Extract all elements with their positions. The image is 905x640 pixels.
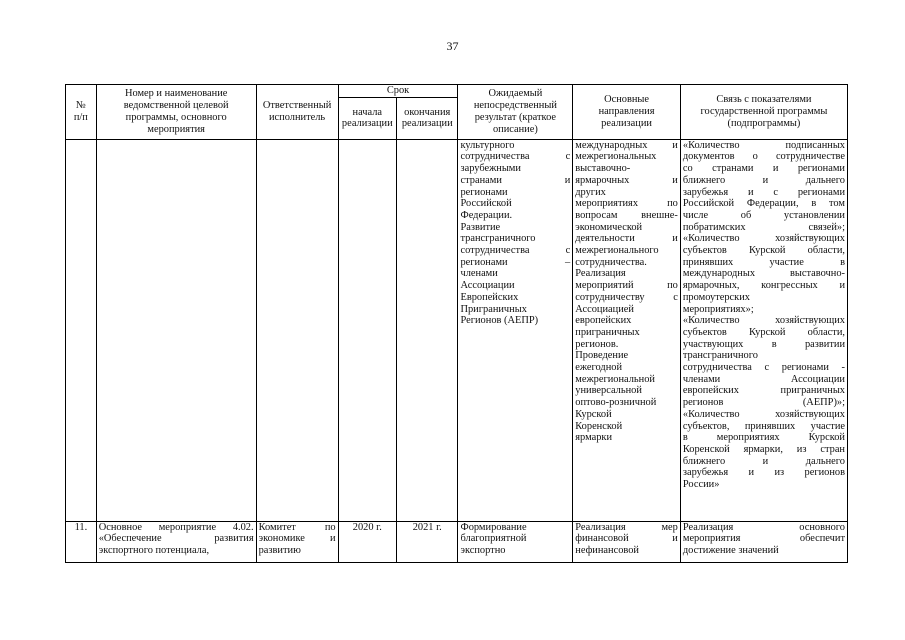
cell-text-line: сотрудничества с xyxy=(460,151,571,163)
table-row xyxy=(66,521,848,562)
table-row xyxy=(66,139,848,521)
cell-text-line: Российской xyxy=(460,198,512,210)
cell-text-line: Регионов (АЕПР) xyxy=(460,315,539,327)
header-start: начала реализации xyxy=(338,97,396,139)
header-directions: Основные направления реализации xyxy=(573,85,681,140)
cell-text-line: культурного xyxy=(460,139,515,151)
cell-text-line: членами xyxy=(460,268,498,280)
cell-text-line: регионами xyxy=(460,186,508,198)
cell-text-line: выставочно- xyxy=(575,163,631,175)
cont-end-cell xyxy=(397,139,458,521)
cell-text-line: Формирование xyxy=(460,521,527,533)
cell-text-line: «Обеспечение развития xyxy=(98,533,254,545)
cell-text-line: Комитет по xyxy=(258,521,336,533)
cell-text-line: Коренской xyxy=(575,420,623,432)
cell-text-line: зарубежья и из регионов xyxy=(682,467,845,479)
cell-text-line: экспортно xyxy=(460,545,506,557)
row11-name xyxy=(96,521,256,562)
cell-text-line: со странами и регионами xyxy=(682,163,845,175)
cell-text-line: побратимских связей»; xyxy=(682,221,845,233)
cell-text-line: Реализация основного xyxy=(682,521,845,533)
cell-text-line: Курской xyxy=(575,408,612,420)
cell-text-line: числе об установлении xyxy=(682,209,845,221)
cell-text-line: межрегиональной xyxy=(575,373,655,385)
cell-text-line: межрегионального xyxy=(575,245,659,257)
cell-text-line: ближнего и дальнего xyxy=(682,455,845,467)
cell-text-line: экономике и xyxy=(258,533,336,545)
cell-text-line: Коренской ярмарки, из стран xyxy=(682,443,845,455)
cell-text-line: деятельности и xyxy=(575,233,678,245)
cell-text-line: трансграничного xyxy=(460,233,536,245)
cell-text-line: Ассоциации xyxy=(460,280,515,292)
cont-name-cell xyxy=(96,139,256,521)
cell-text-line: международных и xyxy=(575,139,678,151)
cell-text-line: зарубежными xyxy=(460,163,521,175)
cell-text-line: Проведение xyxy=(575,350,629,362)
cont-directions-cell xyxy=(573,139,681,521)
cell-text-line: нефинансовой xyxy=(575,545,639,557)
cell-text-line: благоприятной xyxy=(460,533,527,545)
cell-text-line: вопросам внешне- xyxy=(575,209,678,221)
cell-text-line: ярмарки xyxy=(575,432,613,444)
cell-text-line: экономической xyxy=(575,221,643,233)
cell-text-line: «Количество хозяйствующих xyxy=(682,315,845,327)
cont-result-cell xyxy=(458,139,573,521)
cell-text-line: субъектов Курской области, xyxy=(682,326,845,338)
cell-text-line: универсальной xyxy=(575,385,642,397)
cell-text-line: финансовой и xyxy=(575,533,678,545)
cell-text-line: сотрудничества с xyxy=(460,245,571,257)
row11-result xyxy=(458,521,573,562)
cell-text-line: ярмарочных, конгрессных и xyxy=(682,280,845,292)
cell-text-line: регионами – xyxy=(460,256,571,268)
header-link: Связь с показателями государственной программы (подпрограммы) xyxy=(680,85,847,140)
cell-text-line: участвующих в развитии xyxy=(682,338,845,350)
page-number: 37 xyxy=(446,39,459,53)
cell-text-line: мероприятиях по xyxy=(575,198,678,210)
cont-start-cell xyxy=(338,139,396,521)
cell-text-line: Ассоциацией xyxy=(575,303,634,315)
cell-text-line: промоутерских xyxy=(682,291,750,303)
cell-text-line: членами Ассоциации xyxy=(682,373,845,385)
cell-text-line: странами и xyxy=(460,174,571,186)
cell-text-line: России» xyxy=(682,479,720,491)
cell-text-line: принявших участие в xyxy=(682,256,845,268)
cell-text-line: развитию xyxy=(258,545,301,557)
cell-text-line: приграничных xyxy=(575,326,640,338)
row11-start: 2020 г. xyxy=(338,521,396,562)
cell-text-line: мероприятия обеспечит xyxy=(682,533,845,545)
row11-executor xyxy=(256,521,338,562)
cell-text-line: регионов (АЕПР)»; xyxy=(682,397,845,409)
header-term: Срок xyxy=(338,85,458,98)
cell-text-line: Федерации. xyxy=(460,209,513,221)
cell-text-line: Основное мероприятие 4.02. xyxy=(98,521,254,533)
header-result: Ожидаемый непосредственный результат (краткое описание) xyxy=(458,85,573,140)
cont-num-cell xyxy=(66,139,97,521)
cell-text-line: европейских приграничных xyxy=(682,385,845,397)
cell-text-line: «Количество хозяйствующих xyxy=(682,233,845,245)
cell-text-line: «Количество хозяйствующих xyxy=(682,408,845,420)
program-table xyxy=(65,84,848,563)
row11-end: 2021 г. xyxy=(397,521,458,562)
cell-text-line: ежегодной xyxy=(575,362,623,374)
cell-text-line: экспортного потенциала, xyxy=(98,545,210,557)
cell-text-line: «Количество подписанных xyxy=(682,139,845,151)
cell-text-line: трансграничного xyxy=(682,350,758,362)
cell-text-line: достижение значений xyxy=(682,545,779,557)
cell-text-line: других xyxy=(575,186,606,198)
cell-text-line: субъектов Курской области, xyxy=(682,245,845,257)
cell-text-line: мероприятиях»; xyxy=(682,303,754,315)
cell-text-line: Реализация xyxy=(575,268,626,280)
cell-text-line: регионов. xyxy=(575,338,619,350)
cell-text-line: международных выставочно- xyxy=(682,268,845,280)
header-executor: Ответственный исполнитель xyxy=(256,85,338,140)
cell-text-line: ярмарочных и xyxy=(575,174,678,186)
cell-text-line: межрегиональных xyxy=(575,151,657,163)
cell-text-line: субъектов, принявших участие xyxy=(682,420,845,432)
cell-text-line: зарубежья и с регионами xyxy=(682,186,845,198)
cell-text-line: Реализация мер xyxy=(575,521,678,533)
row11-num: 11. xyxy=(66,521,97,562)
cell-text-line: европейских xyxy=(575,315,632,327)
header-name: Номер и наименование ведомственной целевой программы, основного мероприятия xyxy=(96,85,256,140)
cell-text-line: ближнего и дальнего xyxy=(682,174,845,186)
cell-text-line: Российской Федерации, в том xyxy=(682,198,845,210)
cell-text-line: Приграничных xyxy=(460,303,527,315)
cell-text-line: оптово-розничной xyxy=(575,397,657,409)
row11-directions xyxy=(573,521,681,562)
cont-link-cell xyxy=(680,139,847,521)
cell-text-line: сотрудничества с регионами - xyxy=(682,362,845,374)
header-num: № п/п xyxy=(66,85,97,140)
cell-text-line: в мероприятиях Курской xyxy=(682,432,845,444)
cell-text-line: сотрудничества. xyxy=(575,256,647,268)
row11-link xyxy=(680,521,847,562)
cont-executor-cell xyxy=(256,139,338,521)
cell-text-line: мероприятий по xyxy=(575,280,678,292)
cell-text-line: документов о сотрудничестве xyxy=(682,151,845,163)
cell-text-line: Развитие xyxy=(460,221,501,233)
cell-text-line: Европейских xyxy=(460,291,519,303)
header-end: окончания реализации xyxy=(397,97,458,139)
cell-text-line: сотрудничеству с xyxy=(575,291,678,303)
